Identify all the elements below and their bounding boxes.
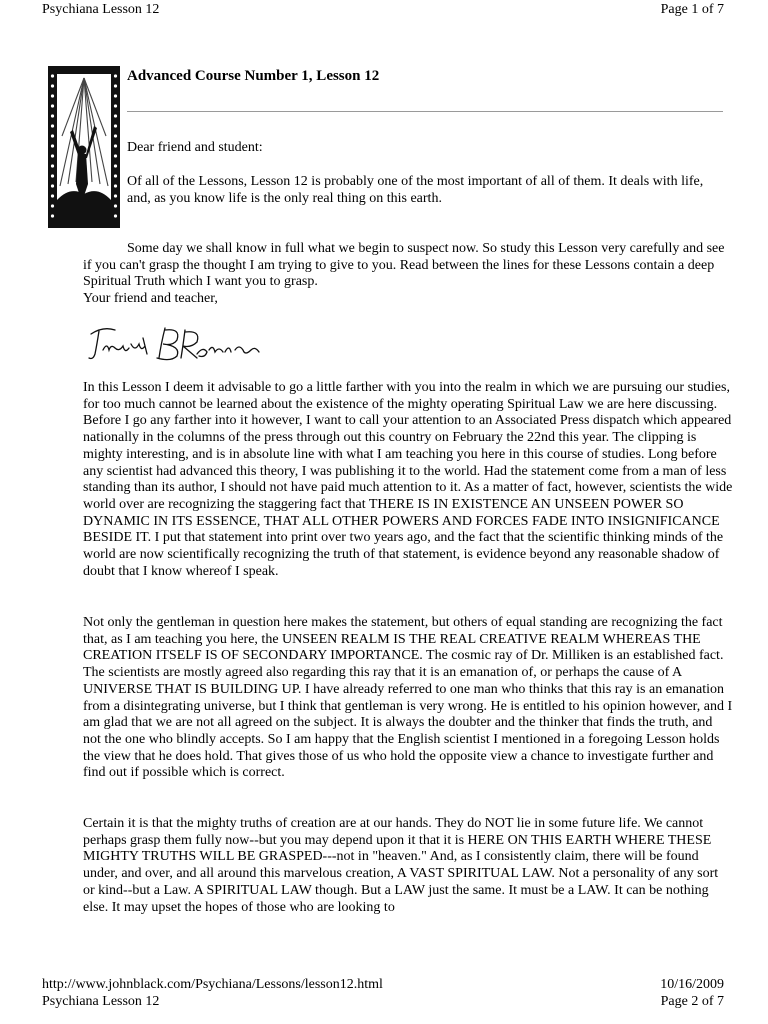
footer-date: 10/16/2009 bbox=[660, 977, 724, 992]
letter-closing: Your friend and teacher, bbox=[83, 291, 218, 306]
salutation: Dear friend and student: bbox=[127, 140, 263, 155]
body-paragraph: Certain it is that the mighty truths of creation are at our hands. They do NOT lie in some future life. We cannot perhaps grasp them fully now--but you may depend upon it that it is HERE ON THIS EARTH WHERE THESE MIGHTY TRUTHS WILL BE GRASPED---not in "heaven." And, as I consistently claim, there will be found under, and over, and all around this marvelous creation, A VAST SPIRITUAL LAW. Not a personality of any sort or kind--but a Law. A SPIRITUAL LAW though. But a LAW just the same. It must be a LAW. It can be nothing else. It may upset the hopes of those who are looking to bbox=[83, 816, 719, 915]
intro-paragraph: Of all of the Lessons, Lesson 12 is probably one of the most important of all of them. It deals with life, and, as you know life is the only real thing on this earth. bbox=[127, 174, 704, 206]
author-signature-image bbox=[85, 320, 263, 366]
body-paragraph: In this Lesson I deem it advisable to go a little farther with you into the realm in which we are pursuing our studies, for too much cannot be learned about the existence of the mighty operating Spiritual Law we are here discussing. Before I go any farther into it however, I want to call your attention to an Associated Press dispatch which appeared nationally in the columns of the press through out this country on February the 22nd this year. The clipping is mighty interesting, and is in absolute line with what I am teaching you here in this course of studies. Long before any scientist had advanced this theory, I was publishing it to the world. Had the statement come from a man of less standing than its author, I should not have paid much attention to it. As a matter of fact, however, scientists the wide world over are recognizing the staggering fact that THERE IS IN EXISTENCE AN UNSEEN POWER SO DYNAMIC IN ITS ESSENCE, THAT ALL OTHER POWERS AND FORCES FADE INTO INSIGNIFICANCE BESIDE IT. I put that statement into print over two years ago, and the fact that the scientific thinking minds of the world are now scientifically recognizing the truth of that statement, is evidence beyond any reasonable shadow of doubt that I know whereof I speak. bbox=[83, 380, 733, 579]
body-paragraph: Not only the gentleman in question here makes the statement, but others of equal standing are recognizing the fact that, as I am teaching you here, the UNSEEN REALM IS THE REAL CREATIVE REALM WHEREAS THE CREATION ITSELF IS OF SECONDARY IMPORTANCE. The cosmic ray of Dr. Milliken is an established fact. The scientists are mostly agreed also regarding this ray that it is an emanation of, or perhaps the cause of A UNIVERSE THAT IS BUILDING UP. I have already referred to one man who thinks that this ray is an emanation from a disintegrating universe, but I think that gentleman is very wrong. He is entitled to his opinion however, and I am glad that we are not all agreed on the subject. It is always the doubter and the thinker that finds the truth, and not the one who blindly accepts. So I am happy that the English scientist I mentioned in a foregoing Lesson holds the view that he does hold. That gives those of us who hold the opposite view a chance to investigate further and find out if possible which is correct. bbox=[83, 615, 733, 781]
study-paragraph: Some day we shall know in full what we begin to suspect now. So study this Lesson very carefully and see if you can't grasp the thought I am trying to give to you. Read between the lines for these Lessons contain a deep Spiritual Truth which I want you to grasp. bbox=[83, 241, 725, 290]
title-divider bbox=[127, 111, 723, 112]
page-header-title: Psychiana Lesson 12 bbox=[42, 2, 160, 17]
footer-url: http://www.johnblack.com/Psychiana/Lessons/lesson12.html bbox=[42, 977, 383, 992]
footer-title: Psychiana Lesson 12 bbox=[42, 994, 160, 1009]
page-header-page-number: Page 1 of 7 bbox=[660, 2, 724, 17]
lesson-emblem-image bbox=[48, 66, 120, 228]
footer-page-number: Page 2 of 7 bbox=[660, 994, 724, 1009]
lesson-title: Advanced Course Number 1, Lesson 12 bbox=[127, 68, 380, 84]
